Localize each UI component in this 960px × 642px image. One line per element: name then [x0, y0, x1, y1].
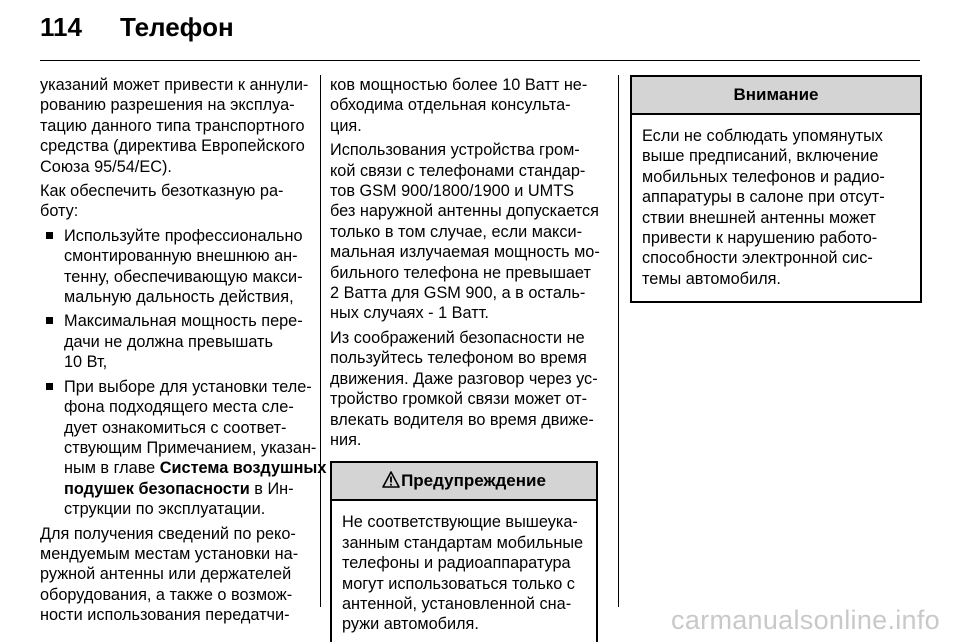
- text-line: ружной антенны или держателей: [40, 565, 292, 584]
- text-line: рованию разрешения на эксплуа-: [40, 96, 295, 115]
- warning-title: Предупреждение: [401, 471, 546, 491]
- text-line: Для получения сведений по реко-: [40, 524, 296, 543]
- text-line: Если не соблюдать упомянутых: [642, 127, 883, 145]
- warning-box: [330, 461, 598, 642]
- text-line: Использования устройства гром-: [330, 141, 580, 160]
- text-line: телефоны и радиоаппаратура: [342, 554, 571, 573]
- paragraph-3: [40, 524, 312, 626]
- text-line: пользуйтесь телефоном во время: [330, 349, 587, 368]
- bullet-text-1: [64, 226, 312, 308]
- text-line: привести к нарушению работо-: [642, 229, 878, 248]
- page-number: 114: [40, 12, 82, 42]
- text-line: средства (директива Европейского: [40, 137, 305, 156]
- note-title: Внимание: [733, 85, 819, 104]
- bullet3-line-2: фона подходящего места сле-: [64, 398, 294, 417]
- text-line: ния.: [330, 430, 362, 449]
- text-line: бильного телефона не превышает: [330, 263, 591, 282]
- bullet3-line-1: При выборе для установки теле-: [64, 377, 312, 396]
- note-header: [632, 77, 920, 115]
- bullet3-line-3: дует ознакомиться с соответ-: [64, 418, 287, 437]
- text-line: Из соображений безопасности не: [330, 328, 585, 347]
- text-line: боту:: [40, 202, 79, 221]
- text-line: Максимальная мощность пере-: [64, 312, 303, 331]
- text-line: способности электронной сис-: [642, 249, 873, 268]
- bullet-list: [40, 226, 327, 520]
- column-divider-2: [618, 75, 619, 607]
- text-line: темы автомобиля.: [642, 269, 781, 288]
- column-2: [330, 75, 606, 642]
- cross-reference-airbag-2: подушек безопасности: [64, 479, 250, 498]
- text-line: Как обеспечить безотказную ра-: [40, 182, 284, 201]
- text-line: ных случаях - 1 Ватт.: [330, 304, 489, 323]
- text-line: ружи автомобиля.: [342, 615, 479, 634]
- page-title: Телефон: [120, 12, 234, 42]
- text-line: тенну, обеспечивающую макси-: [64, 267, 303, 286]
- text-line: ция.: [330, 116, 362, 135]
- text-line: могут использоваться только с: [342, 574, 575, 593]
- text-line: Союза 95/54/ЕС).: [40, 157, 172, 176]
- text-line: обходима отдельная консульта-: [330, 96, 571, 115]
- bullet-item-2: [40, 311, 312, 372]
- text-line: 10 Вт,: [64, 353, 108, 372]
- bullet3-line-6: [64, 479, 312, 499]
- bullet3-line-5-text: ным в главе: [64, 459, 160, 478]
- text-line: ков мощностью более 10 Ватт не-: [330, 76, 588, 94]
- paragraph-5: [330, 140, 606, 324]
- paragraph-4: [330, 75, 606, 136]
- note-box: [630, 75, 922, 303]
- text-line: занным стандартам мобильные: [342, 533, 584, 552]
- text-line: кой связи с телефонами стандар-: [330, 161, 586, 180]
- bullet3-line-7: струкции по эксплуатации.: [64, 500, 266, 519]
- note-body: [632, 115, 920, 301]
- paragraph-6: [330, 328, 606, 450]
- paragraph-1: [40, 75, 312, 177]
- bullet-item-1: [40, 226, 312, 308]
- bullet-square-icon: [46, 383, 53, 390]
- warning-header: [332, 463, 596, 501]
- watermark: carmanualsonline.info: [671, 605, 940, 635]
- text-line: дачи не должна превышать: [64, 332, 274, 351]
- text-line: указаний может привести к аннули-: [40, 76, 309, 94]
- page-header: [40, 12, 234, 52]
- column-divider-1: [320, 75, 321, 607]
- text-line: выше предписаний, включение: [642, 147, 879, 166]
- text-line: оборудования, а также о возмож-: [40, 585, 293, 604]
- text-line: Не соответствующие вышеука-: [342, 513, 578, 532]
- text-line: 2 Ватта для GSM 900, а в осталь-: [330, 284, 586, 303]
- bullet-square-icon: [46, 317, 53, 324]
- text-line: мальную дальность действия,: [64, 288, 294, 307]
- text-line: только в том случае, если макси-: [330, 222, 583, 241]
- text-line: тов GSM 900/1800/1900 и UMTS: [330, 182, 575, 201]
- text-line: мальная излучаемая мощность мо-: [330, 243, 600, 262]
- bullet3-line-6-text: в Ин-: [249, 479, 294, 498]
- text-line: смонтированную внешнюю ан-: [64, 247, 298, 266]
- text-line: тройство громкой связи может от-: [330, 390, 588, 409]
- bullet3-line-5: [64, 458, 327, 478]
- text-line: ности использования передатчи-: [40, 606, 290, 625]
- warning-body: [332, 501, 596, 642]
- bullet-item-3: [40, 377, 327, 520]
- bullet3-line-4: ствующим Примечанием, указан-: [64, 438, 317, 457]
- text-line: антенной, установленной сна-: [342, 594, 572, 613]
- text-line: движения. Даже разговор через ус-: [330, 369, 598, 388]
- bullet-square-icon: [46, 232, 53, 239]
- bullet-text-2: [64, 311, 312, 372]
- text-line: ствии внешней антенны может: [642, 208, 876, 227]
- text-line: без наружной антенны допускается: [330, 202, 599, 221]
- text-line: тацию данного типа транспортного: [40, 116, 305, 135]
- text-line: мобильных телефонов и радио-: [642, 167, 885, 186]
- column-1: [40, 75, 327, 630]
- header-rule: [40, 60, 920, 61]
- text-line: влекать водителя во время движе-: [330, 410, 594, 429]
- cross-reference-airbag-1: Система воздушных: [159, 459, 327, 478]
- text-line: Используйте профессионально: [64, 226, 303, 245]
- warning-triangle-icon: [382, 471, 400, 488]
- text-line: аппаратуры в салоне при отсут-: [642, 188, 885, 207]
- text-line: мендуемым местам установки на-: [40, 544, 299, 563]
- paragraph-2: [40, 181, 312, 222]
